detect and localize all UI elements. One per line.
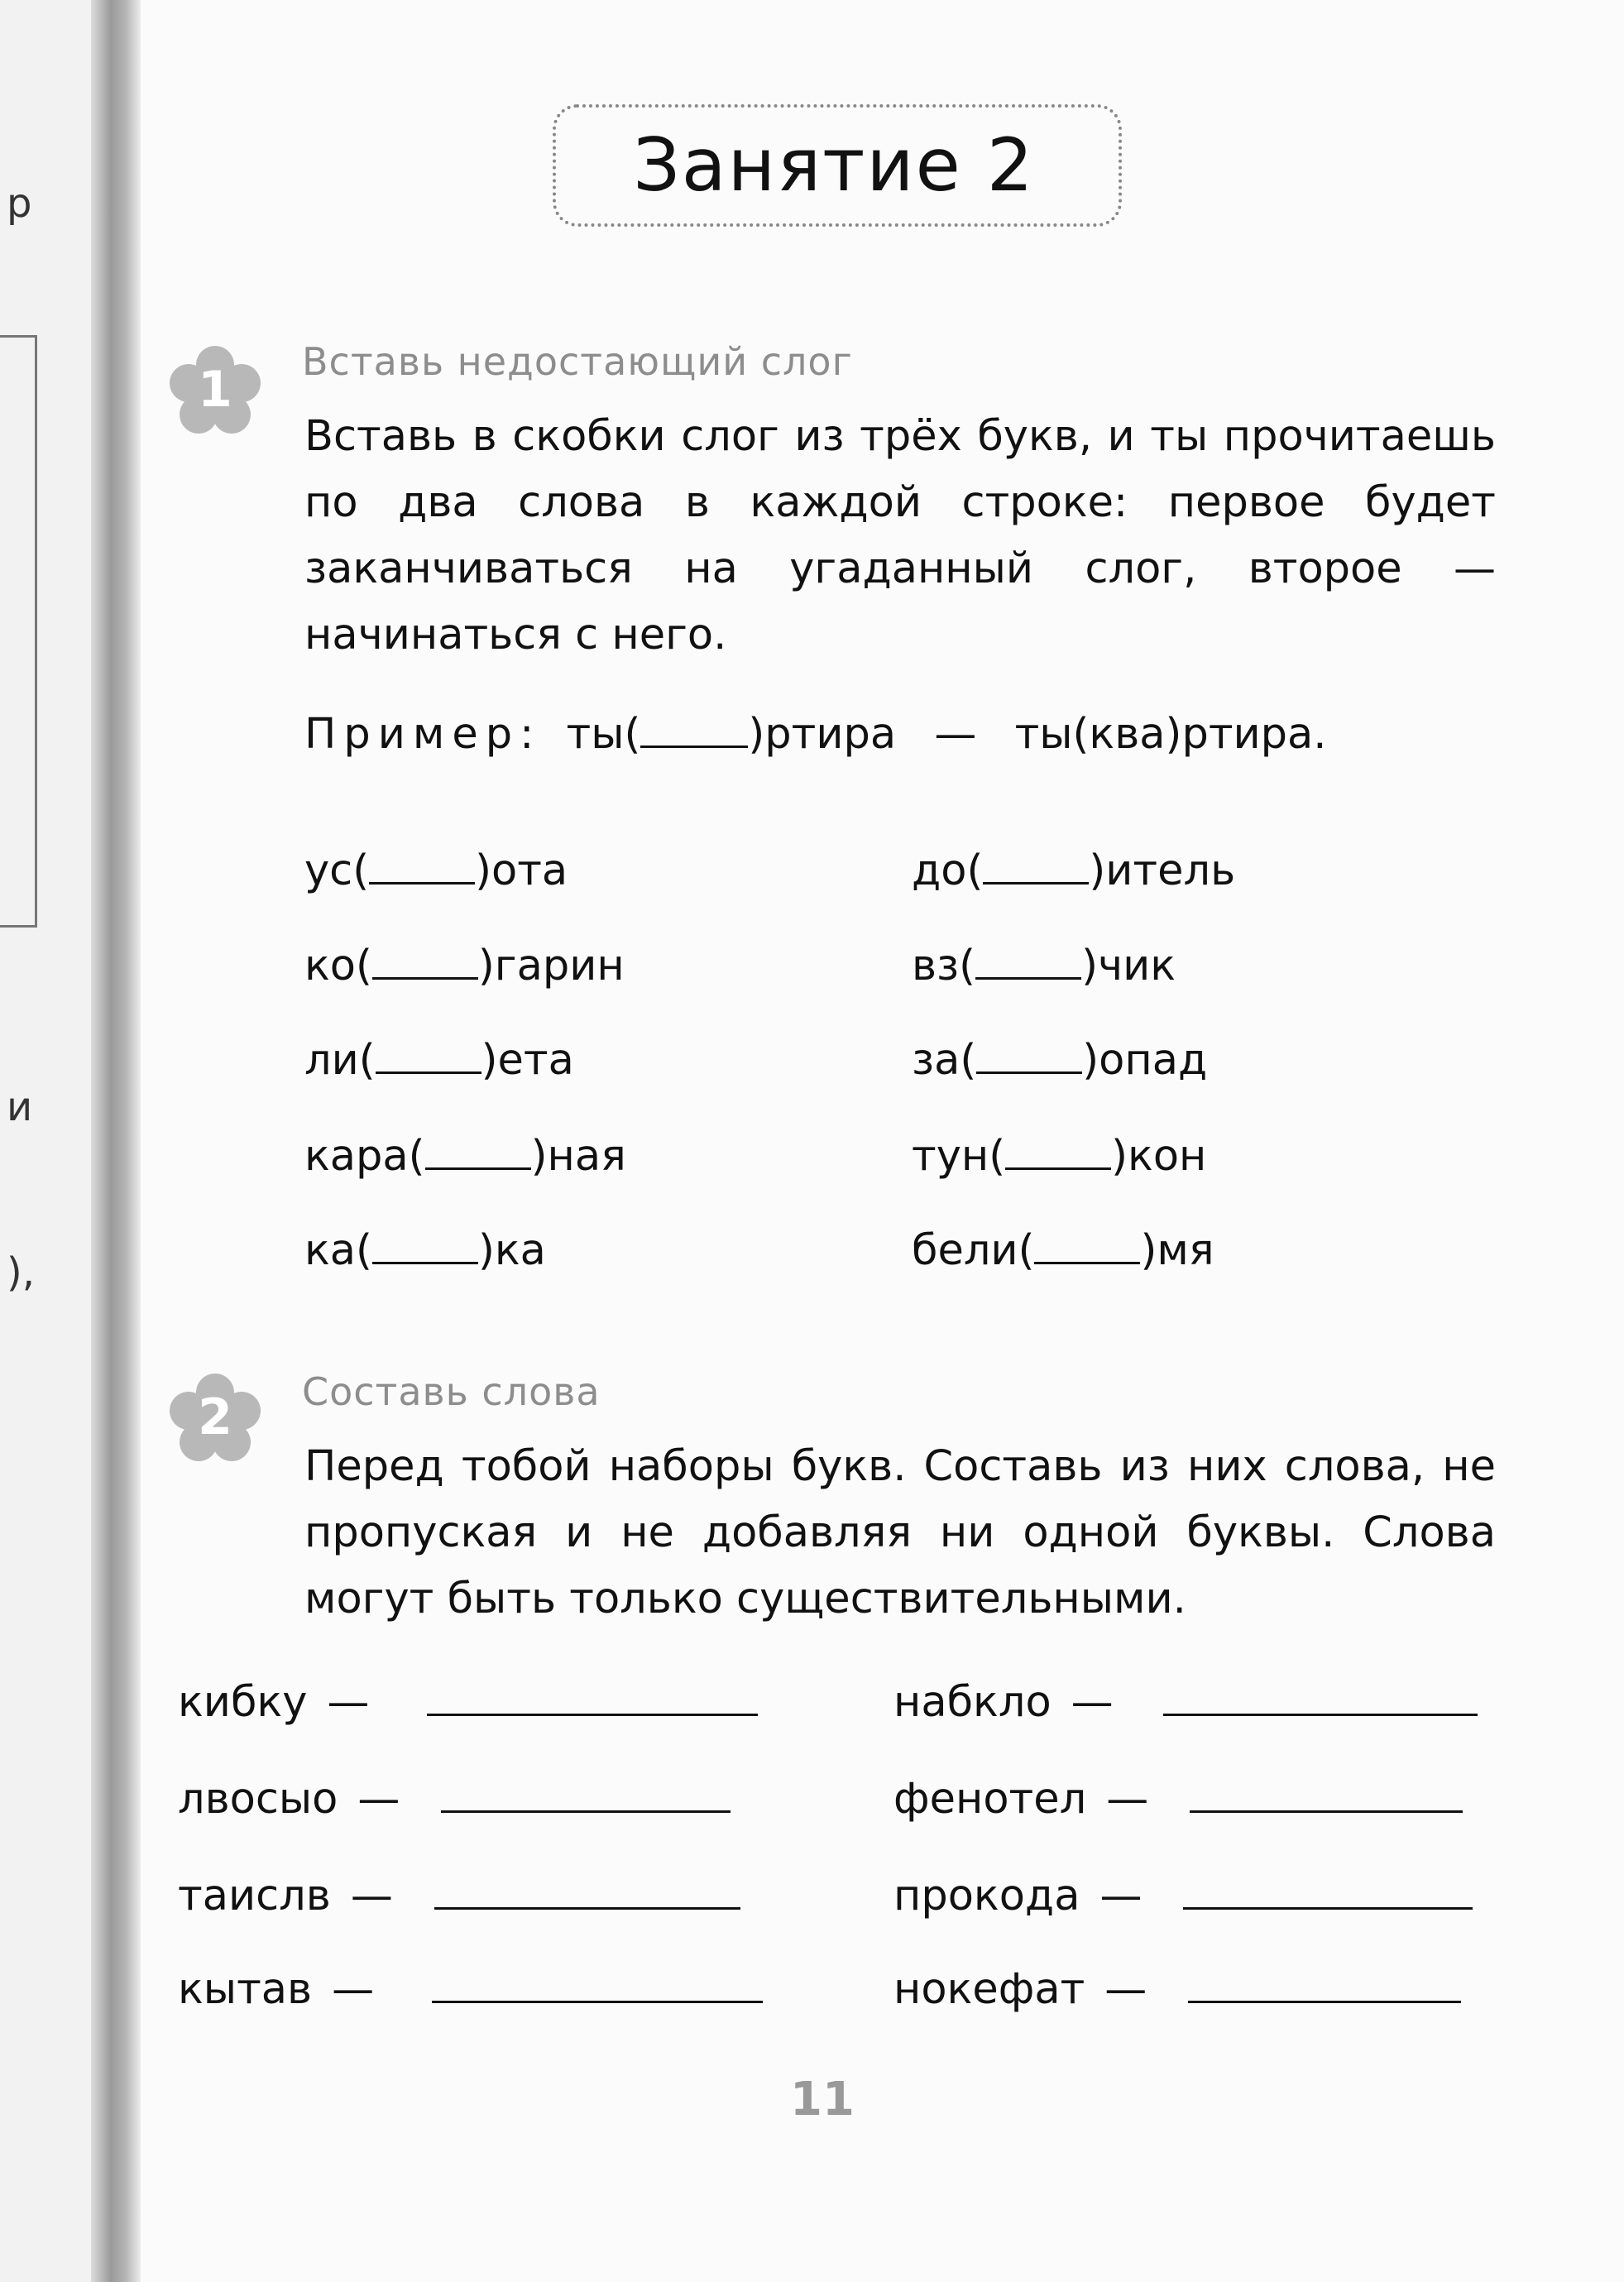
- syllable-item: за( )опад: [912, 1036, 1208, 1085]
- answer-line[interactable]: [441, 1810, 731, 1813]
- task-instruction: Перед тобой наборы букв. Составь из них слова, не пропуская и не добавляя ни одной буквы. Слова могут быть только существительными.: [304, 1442, 1496, 1623]
- task-number: 2: [198, 1388, 232, 1446]
- task-number-flower-icon: [170, 346, 261, 437]
- anagram-item: нокефат —: [893, 1965, 1461, 2014]
- syllable-item: ли( )ета: [304, 1036, 574, 1085]
- page-title: Занятие 2: [633, 122, 1035, 208]
- syllable-item: тун( )кон: [912, 1132, 1207, 1181]
- syllable-blank[interactable]: [372, 1229, 478, 1264]
- syllable-item: до( )итель: [912, 846, 1236, 895]
- task-number: 1: [198, 361, 232, 419]
- page-number: 11: [790, 2073, 855, 2126]
- anagram-item: прокода —: [893, 1872, 1473, 1920]
- syllable-blank[interactable]: [983, 849, 1089, 885]
- syllable-item: ко( )гарин: [304, 942, 625, 990]
- syllable-blank[interactable]: [372, 944, 478, 980]
- anagram-item: таислв —: [178, 1872, 740, 1920]
- example-blank: [640, 712, 748, 748]
- task-heading: Вставь недостающий слог: [302, 339, 853, 384]
- answer-line[interactable]: [1163, 1714, 1478, 1716]
- answer-line[interactable]: [1190, 1810, 1463, 1813]
- adjacent-page-text: ),: [7, 1249, 35, 1296]
- answer-line[interactable]: [432, 2001, 763, 2003]
- syllable-blank[interactable]: [425, 1134, 531, 1170]
- adjacent-page-text: и: [7, 1084, 33, 1130]
- answer-line[interactable]: [434, 1907, 740, 1910]
- syllable-blank[interactable]: [376, 1038, 481, 1074]
- adjacent-page-frame: [0, 335, 37, 928]
- anagram-item: фенотел —: [893, 1775, 1463, 1824]
- syllable-item: ка( )ка: [304, 1226, 546, 1275]
- syllable-item: бели( )мя: [912, 1226, 1214, 1275]
- example-answer: ты(ква)ртира.: [1014, 710, 1327, 759]
- syllable-item: ус( )ота: [304, 846, 568, 895]
- syllable-item: вз( )чик: [912, 942, 1176, 990]
- syllable-item: кара( )ная: [304, 1132, 626, 1181]
- syllable-blank[interactable]: [1005, 1134, 1111, 1170]
- answer-line[interactable]: [1188, 2001, 1461, 2003]
- task-instruction: Вставь в скобки слог из трёх букв, и ты прочитаешь по два слова в каждой строке: первое будет заканчиваться на угаданный слог, второе — начинаться с него.: [304, 412, 1496, 659]
- page-binding-shadow: [91, 0, 141, 2282]
- syllable-blank[interactable]: [1034, 1229, 1140, 1264]
- syllable-blank[interactable]: [975, 944, 1081, 980]
- answer-line[interactable]: [1183, 1907, 1473, 1910]
- task-heading: Составь слова: [302, 1369, 601, 1414]
- syllable-blank[interactable]: [369, 849, 475, 885]
- adjacent-page-text: р: [7, 180, 32, 227]
- syllable-blank[interactable]: [976, 1038, 1082, 1074]
- example-line: Пример: ты( )ртира — ты(ква)ртира.: [304, 710, 1327, 759]
- anagram-item: набкло —: [893, 1678, 1478, 1727]
- answer-line[interactable]: [427, 1714, 758, 1716]
- task-number-flower-icon: [170, 1374, 261, 1465]
- anagram-item: кытав —: [178, 1965, 763, 2014]
- anagram-item: лвосыо —: [178, 1775, 731, 1824]
- example-label: Пример:: [304, 710, 542, 759]
- anagram-item: кибку —: [178, 1678, 758, 1727]
